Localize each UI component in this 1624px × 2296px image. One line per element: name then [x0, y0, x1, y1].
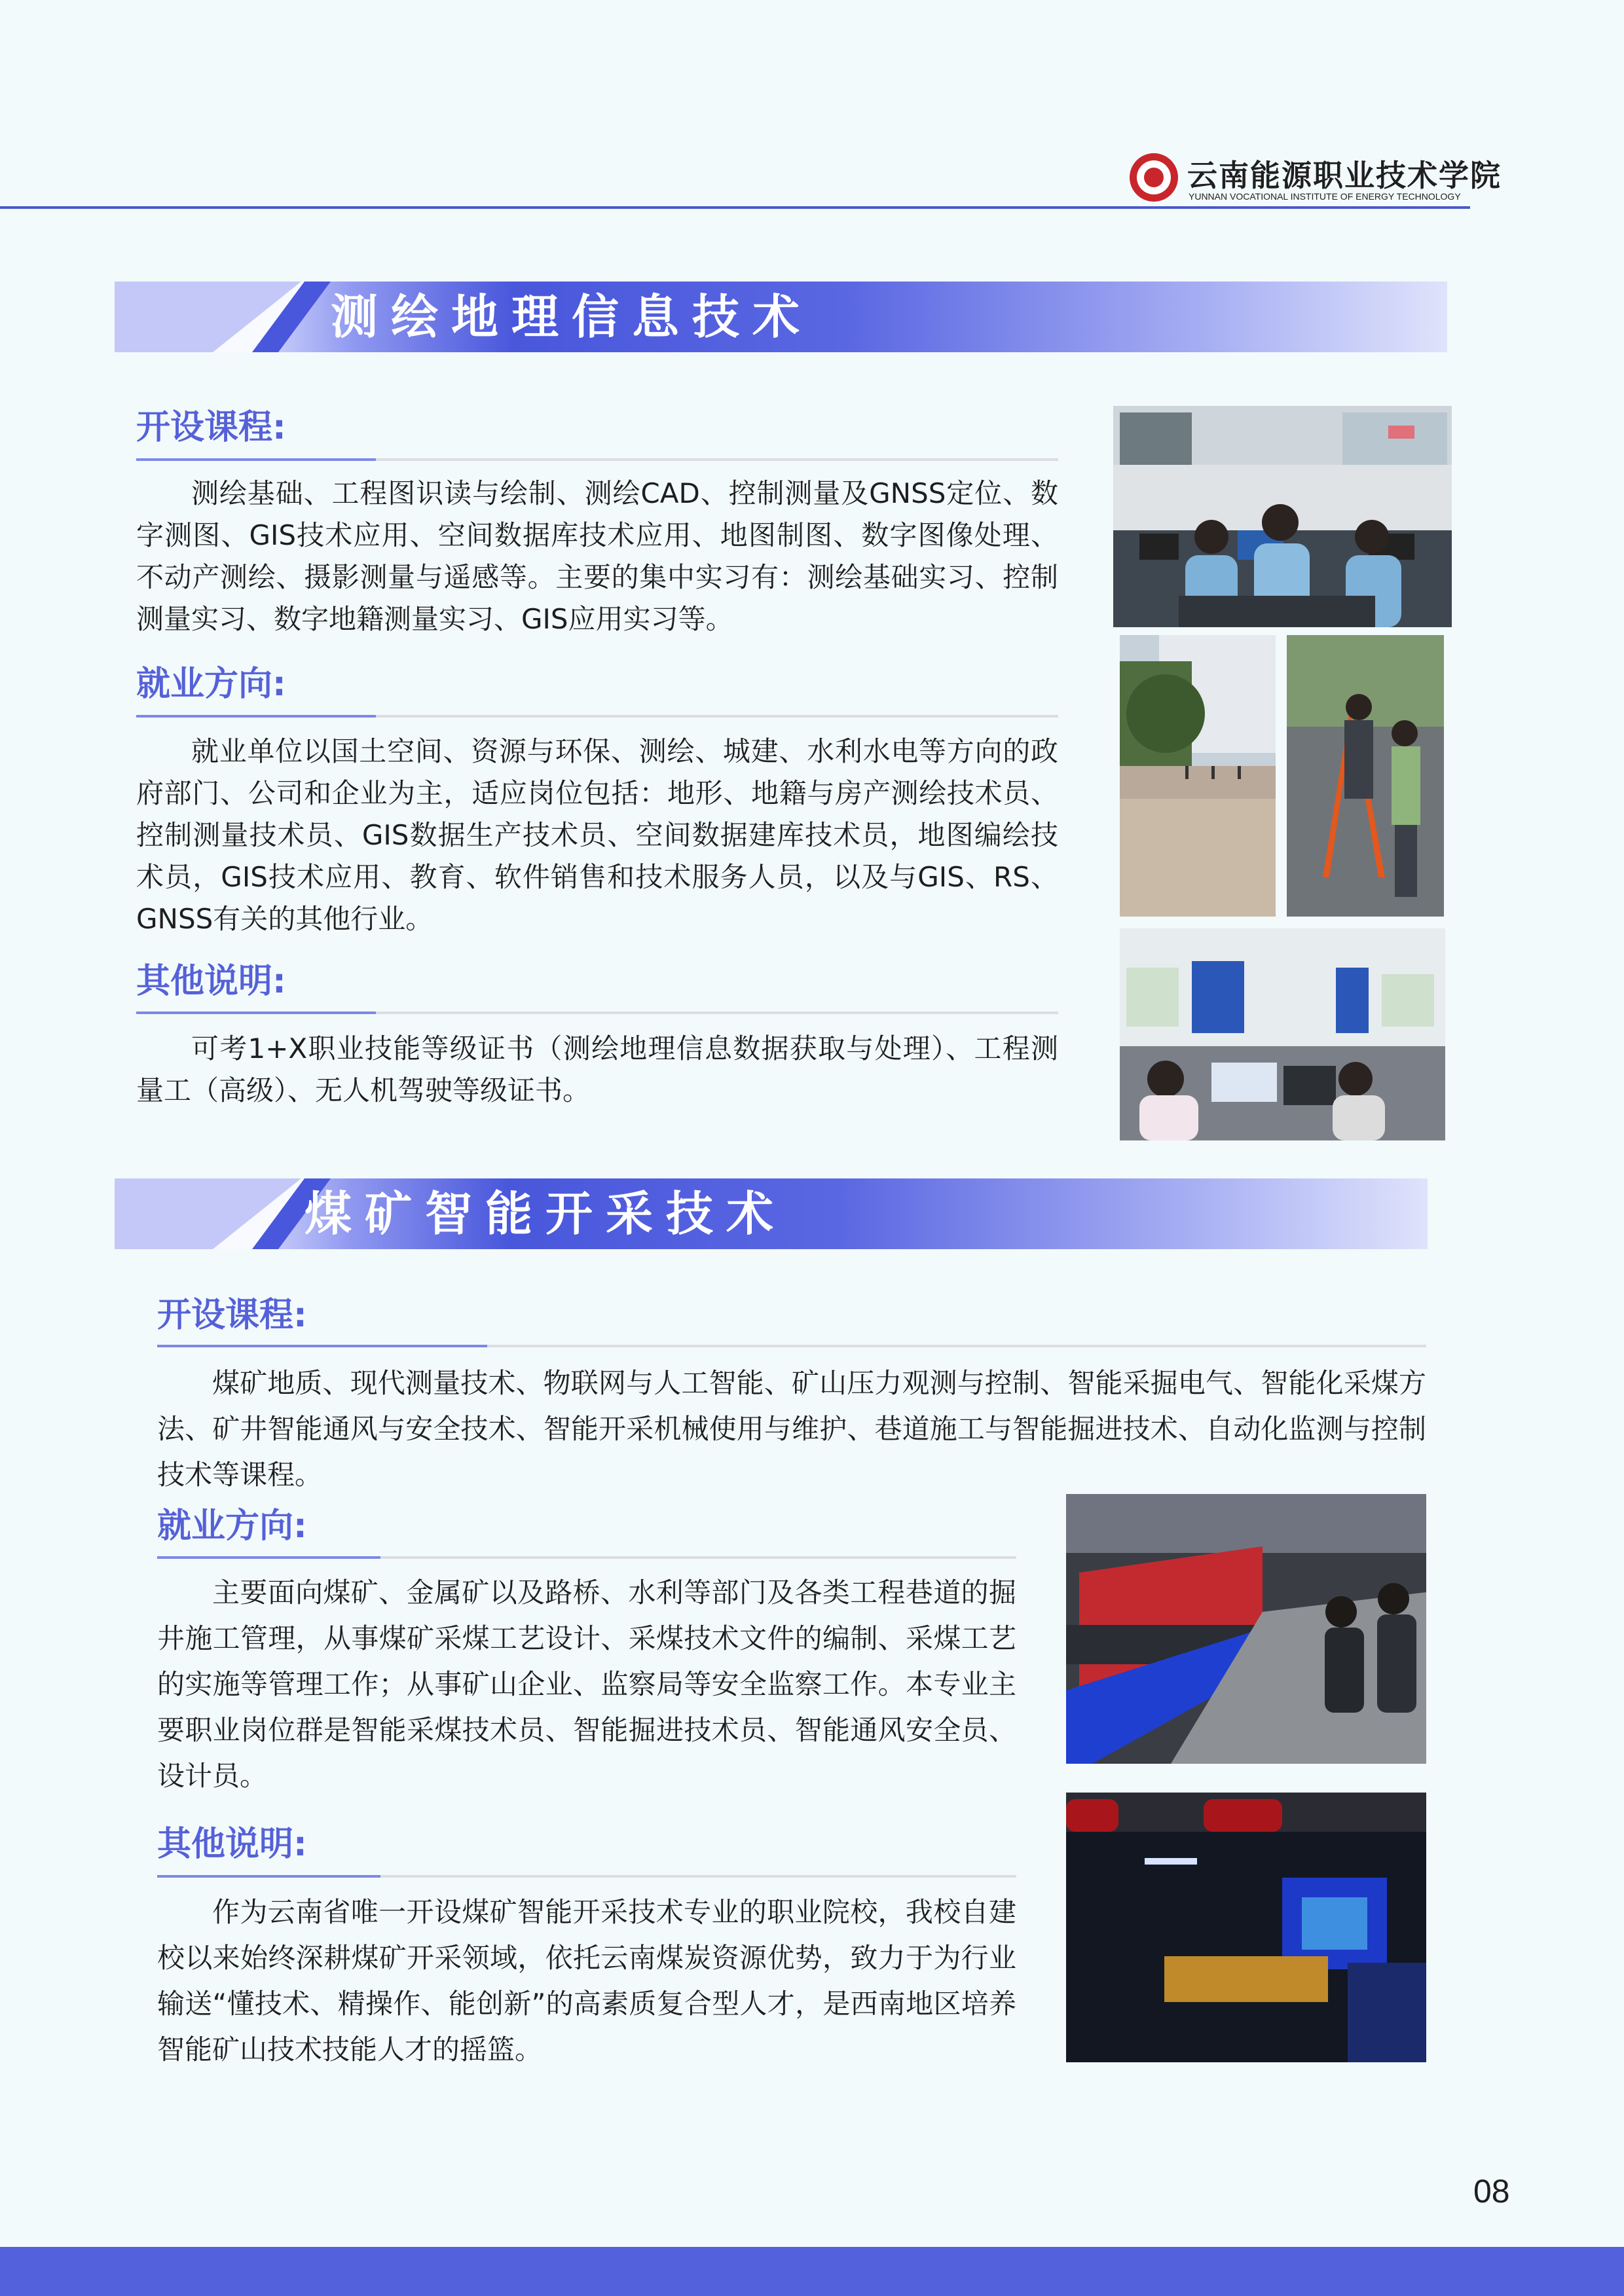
heading-rule	[157, 1556, 1016, 1559]
courses-heading: 开设课程:	[136, 408, 286, 447]
header-divider	[0, 206, 1470, 209]
photo-mining-training-room	[1066, 1494, 1426, 1764]
heading-rule	[136, 715, 1058, 718]
school-logo	[1130, 152, 1502, 204]
notes-heading: 其他说明:	[157, 1825, 307, 1864]
courses-text: 煤矿地质、现代测量技术、物联网与人工智能、矿山压力观测与控制、智能采掘电气、智能化采煤方法、矿井智能通风与安全技术、智能开采机械使用与维护、巷道施工与智能掘进技术、自动化监测与控制技术等课程。	[157, 1367, 1426, 1491]
notes-text: 可考1+X职业技能等级证书（测绘地理信息数据获取与处理）、工程测量工（高级）、无人机驾驶等级证书。	[136, 1032, 1058, 1106]
school-seal-icon	[1130, 153, 1178, 202]
page-number: 08	[1473, 2173, 1510, 2210]
school-name-en: YUNNAN VOCATIONAL INSTITUTE OF ENERGY TECHNOLOGY	[1189, 191, 1461, 202]
career-text: 主要面向煤矿、金属矿以及路桥、水利等部门及各类工程巷道的掘井施工管理，从事煤矿采煤工艺设计、采煤技术文件的编制、采煤工艺的实施等管理工作；从事矿山企业、监察局等安全监察工作。本专业主要职业岗位群是智能采煤技术员、智能掘进技术员、智能通风安全员、设计员。	[157, 1576, 1016, 1792]
courses-text: 测绘基础、工程图识读与绘制、测绘CAD、控制测量及GNSS定位、数字测图、GIS技术应用、空间数据库技术应用、地图制图、数字图像处理、不动产测绘、摄影测量与遥感等。主要的集中实习有：测绘基础实习、控制测量实习、数字地籍测量实习、GIS应用实习等。	[136, 477, 1058, 635]
photo-students-classroom	[1120, 928, 1445, 1140]
courses-heading: 开设课程:	[157, 1296, 307, 1335]
photo-mine-simulation-lab	[1066, 1793, 1426, 2062]
photo-campus-square	[1120, 635, 1276, 917]
section-title-banner	[115, 282, 1447, 352]
photo-surveying-practice	[1287, 635, 1444, 917]
heading-rule	[136, 458, 1058, 461]
career-text: 就业单位以国土空间、资源与环保、测绘、城建、水利水电等方向的政府部门、公司和企业为主，适应岗位包括：地形、地籍与房产测绘技术员、控制测量技术员、GIS数据生产技术员、空间数据建库技术员，地图编绘技术员，GIS技术应用、教育、软件销售和技术服务人员，以及与GIS、RS、GNSS有关的其他行业。	[136, 735, 1058, 935]
photo-computer-lab	[1113, 406, 1452, 627]
section-title: 煤矿智能开采技术	[304, 1186, 787, 1241]
school-name-cn: 云南能源职业技术学院	[1187, 158, 1502, 193]
notes-heading: 其他说明:	[136, 962, 286, 1001]
notes-text: 作为云南省唯一开设煤矿智能开采技术专业的职业院校，我校自建校以来始终深耕煤矿开采领域，依托云南煤炭资源优势，致力于为行业输送“懂技术、精操作、能创新”的高素质复合型人才，是西南地区培养智能矿山技术技能人才的摇篮。	[157, 1896, 1016, 2066]
heading-rule	[136, 1011, 1058, 1014]
section-title-banner	[115, 1178, 1428, 1249]
footer-bar	[0, 2247, 1624, 2296]
career-heading: 就业方向:	[157, 1506, 307, 1546]
section-title: 测绘地理信息技术	[331, 289, 813, 344]
heading-rule	[157, 1345, 1426, 1347]
heading-rule	[157, 1875, 1016, 1878]
career-heading: 就业方向:	[136, 665, 286, 704]
